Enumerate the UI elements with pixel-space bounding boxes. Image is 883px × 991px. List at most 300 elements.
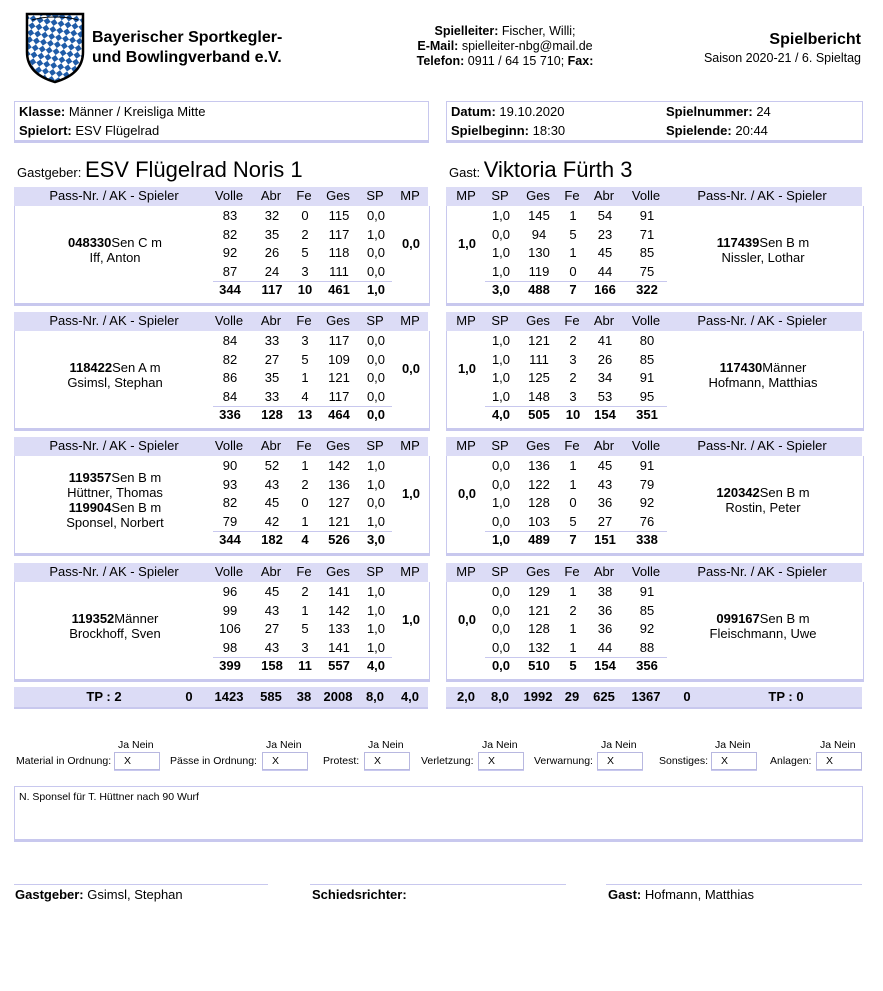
score-cell: 5 [301, 621, 309, 636]
score-cell: 3 [301, 333, 309, 348]
guest-total-volle: 1367 [631, 689, 661, 704]
column-header: Ges [326, 313, 350, 328]
home-team-label: Gastgeber: [17, 165, 82, 180]
home-signature-label: Gastgeber: [15, 887, 84, 902]
score-cell: 2 [569, 370, 577, 385]
column-header: Pass-Nr. / AK - Spieler [697, 188, 827, 203]
score-cell: 76 [639, 513, 655, 529]
column-header: Pass-Nr. / AK - Spieler [49, 313, 179, 328]
guest-signature [608, 887, 754, 902]
right-column-header [446, 563, 862, 582]
score-cell: 0 [301, 208, 309, 223]
home-tp: TP : 2 [86, 689, 122, 704]
column-header: Volle [214, 438, 244, 453]
column-header: MP [400, 438, 420, 453]
score-cell: 141 [328, 639, 350, 655]
column-header: Ges [526, 438, 550, 453]
score-cell: 1,0 [491, 245, 511, 260]
left-score-block [14, 331, 430, 429]
score-cell: 45 [264, 584, 280, 599]
column-header: Volle [631, 564, 661, 579]
mp-cell: 0,0 [401, 361, 421, 376]
score-cell: 1,0 [366, 602, 386, 618]
column-header: Ges [526, 313, 550, 328]
total-cell: 0,0 [491, 658, 511, 673]
total-cell: 0,0 [366, 407, 386, 422]
score-cell: 145 [528, 208, 550, 223]
column-header: Abr [260, 564, 282, 579]
left-score-block [14, 206, 430, 304]
guest-total-ges: 1992 [523, 689, 553, 704]
score-cell: 0,0 [366, 263, 386, 279]
score-cell: 125 [528, 370, 550, 385]
column-header: SP [366, 188, 384, 203]
score-cell: 44 [597, 263, 613, 279]
left-score-block [14, 582, 430, 680]
column-header: Fe [564, 188, 580, 203]
score-cell: 3 [569, 388, 577, 404]
score-cell: 0,0 [491, 602, 511, 618]
telefon-label: Telefon: [416, 54, 465, 68]
guest-total-bar [446, 687, 862, 709]
score-cell: 0,0 [366, 245, 386, 260]
score-cell: 0,0 [491, 584, 511, 599]
spielleiter-label: Spielleiter: [434, 24, 499, 38]
right-score-block [446, 206, 864, 304]
player-pass-number: 119357 [68, 470, 112, 486]
ja-nein-header: Ja Nein [368, 739, 404, 751]
player-name: Hofmann, Matthias [708, 375, 818, 391]
score-cell: 133 [328, 621, 350, 636]
home-total-sp: 8,0 [365, 689, 385, 704]
guest-team-label: Gast: [449, 165, 481, 180]
column-header: Pass-Nr. / AK - Spieler [697, 313, 827, 328]
score-cell: 2 [301, 584, 309, 599]
total-cell: 351 [636, 407, 658, 422]
column-header: Abr [593, 564, 615, 579]
player-name: Brockhoff, Sven [69, 626, 161, 642]
remark-text: N. Sponsel für T. Hüttner nach 90 Wurf [19, 791, 199, 803]
total-cell: 3,0 [491, 282, 511, 297]
player-pass-ak [25, 470, 205, 485]
column-header: Volle [214, 564, 244, 579]
column-header: Fe [564, 438, 580, 453]
score-cell: 23 [597, 226, 613, 242]
checkbox-mark: X [826, 755, 834, 767]
score-cell: 142 [328, 458, 350, 473]
score-cell: 35 [264, 226, 280, 242]
score-cell: 42 [264, 513, 280, 529]
score-cell: 122 [528, 476, 550, 492]
score-cell: 1,0 [491, 208, 511, 223]
score-cell: 0,0 [491, 476, 511, 492]
column-header: MP [456, 313, 476, 328]
player-age-class: Sen B m [759, 485, 810, 501]
score-cell: 80 [639, 333, 655, 348]
column-header: Volle [214, 313, 244, 328]
home-team-heading [17, 157, 303, 183]
player-age-class: Männer [762, 360, 807, 376]
column-header: Ges [526, 564, 550, 579]
total-cell: 3,0 [366, 532, 386, 547]
telefon-value: 0911 / 64 15 710; [467, 54, 565, 68]
bskv-logo [24, 10, 86, 84]
player-name: Iff, Anton [89, 250, 141, 266]
spielende-value: 20:44 [735, 123, 768, 138]
total-cell: 336 [219, 407, 241, 422]
checkbox-mark: X [488, 755, 496, 767]
mp-cell: 0,0 [457, 486, 477, 501]
column-header: Abr [593, 188, 615, 203]
score-cell: 53 [597, 388, 613, 404]
email-label: E-Mail: [417, 39, 459, 53]
home-total-ges: 2008 [323, 689, 353, 704]
column-header: Volle [631, 188, 661, 203]
left-column-header [14, 437, 428, 456]
total-cell: 10 [297, 282, 313, 297]
player-pass-ak [25, 611, 205, 626]
column-header: MP [400, 313, 420, 328]
ja-nein-header: Ja Nein [820, 739, 856, 751]
score-cell: 0,0 [366, 351, 386, 367]
spielnummer-value: 24 [756, 104, 771, 119]
referee-signature [312, 887, 407, 902]
total-cell: 1,0 [491, 532, 511, 547]
score-cell: 91 [639, 208, 655, 223]
total-cell: 4,0 [491, 407, 511, 422]
score-cell: 99 [222, 602, 238, 618]
total-cell: 4 [301, 532, 309, 547]
home-total-volle: 1423 [214, 689, 244, 704]
left-score-block [14, 456, 430, 554]
total-cell: 182 [261, 532, 283, 547]
guest-total-mp: 2,0 [456, 689, 476, 704]
score-cell: 36 [597, 621, 613, 636]
total-cell: 154 [594, 658, 616, 673]
checklist-label: Anlagen: [770, 755, 812, 767]
guest-signature-line [606, 884, 862, 885]
column-header: Pass-Nr. / AK - Spieler [697, 564, 827, 579]
spielbeginn-value: 18:30 [532, 123, 566, 138]
player-age-class: Sen C m [111, 235, 162, 251]
total-cell: 464 [328, 407, 350, 422]
score-cell: 4 [301, 388, 309, 404]
score-cell: 128 [528, 621, 550, 636]
total-cell: 4,0 [366, 658, 386, 673]
right-score-block [446, 582, 864, 680]
total-cell: 461 [328, 282, 350, 297]
column-header: SP [366, 438, 384, 453]
datum-value: 19.10.2020 [499, 104, 565, 119]
score-cell: 1,0 [491, 495, 511, 510]
score-cell: 142 [328, 602, 350, 618]
checklist-label: Protest: [323, 755, 360, 767]
guest-total-sp: 8,0 [490, 689, 510, 704]
left-column-header [14, 187, 428, 206]
column-header: MP [456, 564, 476, 579]
total-cell: 557 [328, 658, 350, 673]
column-header: Pass-Nr. / AK - Spieler [697, 438, 827, 453]
score-cell: 38 [597, 584, 613, 599]
guest-total-fe: 29 [564, 689, 580, 704]
score-cell: 88 [639, 639, 655, 655]
score-cell: 1 [569, 476, 577, 492]
total-cell: 489 [528, 532, 550, 547]
total-cell: 1,0 [366, 282, 386, 297]
score-cell: 3 [301, 639, 309, 655]
total-cell: 338 [636, 532, 658, 547]
total-cell: 11 [298, 658, 312, 673]
score-cell: 111 [529, 351, 549, 367]
column-header: Ges [326, 438, 350, 453]
referee-signature-line [310, 884, 566, 885]
score-cell: 148 [528, 388, 550, 404]
score-cell: 33 [264, 333, 280, 348]
score-cell: 27 [264, 621, 280, 636]
player-name: Sponsel, Norbert [66, 515, 164, 531]
mp-cell: 0,0 [457, 612, 477, 627]
score-cell: 0,0 [366, 495, 386, 510]
column-header: Ges [326, 564, 350, 579]
score-cell: 115 [328, 208, 350, 223]
score-cell: 27 [264, 351, 280, 367]
score-cell: 2 [301, 476, 309, 492]
fax-label: Fax: [567, 54, 594, 68]
total-cell: 10 [565, 407, 581, 422]
mp-cell: 0,0 [401, 236, 421, 251]
score-cell: 109 [328, 351, 350, 367]
right-column-header [446, 437, 862, 456]
score-cell: 1 [569, 208, 577, 223]
checklist-checkbox[interactable] [364, 752, 410, 770]
guest-total-zero: 0 [683, 689, 691, 704]
player-pass-number: 117439 [716, 235, 760, 251]
score-cell: 34 [597, 370, 613, 385]
column-header: Volle [631, 438, 661, 453]
score-cell: 121 [528, 333, 550, 348]
checkbox-mark: X [607, 755, 615, 767]
score-cell: 0,0 [491, 639, 511, 655]
score-cell: 44 [597, 639, 613, 655]
score-cell: 82 [222, 495, 238, 510]
match-info-box [446, 101, 863, 141]
season-label: Saison 2020-21 / 6. Spieltag [703, 51, 861, 65]
checklist-checkbox[interactable] [478, 752, 524, 770]
checklist-checkbox[interactable] [262, 752, 308, 770]
guest-tp: TP : 0 [768, 689, 804, 704]
home-signature-line [14, 884, 268, 885]
score-cell: 1,0 [366, 476, 386, 492]
report-title: Spielbericht [769, 31, 861, 48]
score-cell: 95 [639, 388, 655, 404]
score-cell: 96 [222, 584, 238, 599]
player-pass-ak [673, 611, 853, 626]
column-header: Abr [260, 313, 282, 328]
score-cell: 91 [639, 370, 655, 385]
total-cell: 356 [636, 658, 658, 673]
home-team-name: ESV Flügelrad Noris 1 [84, 157, 303, 182]
column-header: SP [366, 564, 384, 579]
player-age-class: Männer [114, 611, 159, 627]
score-cell: 132 [528, 639, 550, 655]
score-cell: 136 [328, 476, 350, 492]
mp-cell: 1,0 [401, 612, 421, 627]
klasse-value: Männer / Kreisliga Mitte [68, 104, 206, 119]
player-pass-ak [25, 500, 205, 515]
column-header: SP [491, 438, 509, 453]
score-cell: 85 [639, 602, 655, 618]
remarks-box[interactable] [14, 786, 863, 840]
class-info-box [14, 101, 429, 141]
score-cell: 98 [222, 639, 238, 655]
right-column-header [446, 187, 862, 206]
checkbox-mark: X [272, 755, 280, 767]
score-cell: 1,0 [491, 388, 511, 404]
total-cell: 166 [594, 282, 616, 297]
total-cell: 128 [261, 407, 283, 422]
home-total-fe: 38 [296, 689, 312, 704]
score-cell: 33 [264, 388, 280, 404]
column-header: SP [491, 564, 509, 579]
player-age-class: Sen B m [111, 470, 162, 486]
referee-signature-label: Schiedsrichter: [312, 887, 407, 902]
score-cell: 2 [301, 226, 309, 242]
score-cell: 1,0 [366, 639, 386, 655]
total-cell: 13 [297, 407, 313, 422]
score-cell: 127 [328, 495, 350, 510]
column-header: Fe [296, 438, 312, 453]
score-cell: 45 [597, 245, 613, 260]
org-line-2: und Bowlingverband e.V. [92, 49, 282, 66]
score-cell: 71 [639, 226, 655, 242]
right-score-block [446, 331, 864, 429]
checklist-checkbox[interactable] [597, 752, 643, 770]
player-age-class: Sen B m [759, 235, 810, 251]
total-cell: 526 [328, 532, 350, 547]
email-value[interactable]: spielleiter-nbg@mail.de [461, 39, 593, 53]
score-cell: 82 [222, 226, 238, 242]
score-cell: 43 [264, 639, 280, 655]
column-header: Fe [564, 564, 580, 579]
checklist-checkbox[interactable] [711, 752, 757, 770]
score-cell: 5 [569, 513, 577, 529]
score-cell: 111 [329, 263, 349, 279]
score-cell: 1 [569, 584, 577, 599]
column-header: MP [400, 564, 420, 579]
score-cell: 26 [264, 245, 280, 260]
checklist-checkbox[interactable] [114, 752, 160, 770]
score-cell: 1 [569, 621, 577, 636]
score-cell: 2 [569, 602, 577, 618]
mp-cell: 1,0 [457, 236, 477, 251]
score-cell: 1,0 [491, 263, 511, 279]
total-cell: 344 [219, 532, 241, 547]
spielort-label: Spielort: [19, 123, 72, 138]
spielbeginn-label: Spielbeginn: [451, 123, 529, 138]
total-cell: 399 [219, 658, 241, 673]
report-title-block [704, 30, 861, 66]
spielende-label: Spielende: [666, 123, 732, 138]
player-name: Gsimsl, Stephan [67, 375, 163, 391]
score-cell: 3 [569, 351, 577, 367]
home-total-abr: 585 [260, 689, 282, 704]
score-cell: 93 [222, 476, 238, 492]
home-total-bar [14, 687, 428, 709]
column-header: SP [366, 313, 384, 328]
score-cell: 2 [569, 333, 577, 348]
score-cell: 5 [569, 226, 577, 242]
player-pass-number: 099167 [716, 611, 760, 627]
score-cell: 24 [264, 263, 280, 279]
column-header: Volle [214, 188, 244, 203]
score-cell: 1,0 [366, 226, 386, 242]
score-cell: 1 [301, 513, 309, 529]
column-header: MP [400, 188, 420, 203]
total-cell: 510 [528, 658, 550, 673]
spielnummer-label: Spielnummer: [666, 104, 753, 119]
score-cell: 1 [569, 245, 577, 260]
total-cell: 344 [219, 282, 241, 297]
score-cell: 43 [597, 476, 613, 492]
checklist-checkbox[interactable] [816, 752, 862, 770]
score-cell: 79 [222, 513, 238, 529]
column-header: Volle [631, 313, 661, 328]
score-cell: 3 [301, 263, 309, 279]
total-cell: 151 [594, 532, 616, 547]
guest-total-abr: 625 [593, 689, 615, 704]
score-cell: 92 [639, 495, 655, 510]
guest-team-name: Viktoria Fürth 3 [483, 157, 633, 182]
total-cell: 7 [569, 282, 577, 297]
column-header: SP [491, 188, 509, 203]
score-cell: 129 [528, 584, 550, 599]
score-cell: 91 [639, 458, 655, 473]
total-cell: 117 [261, 282, 283, 297]
column-header: Abr [260, 188, 282, 203]
column-header: MP [456, 188, 476, 203]
total-cell: 158 [261, 658, 283, 673]
contact-block [380, 24, 630, 69]
score-cell: 121 [528, 602, 550, 618]
score-cell: 1,0 [366, 513, 386, 529]
checklist-label: Verletzung: [421, 755, 474, 767]
score-cell: 1,0 [491, 333, 511, 348]
score-cell: 86 [222, 370, 238, 385]
score-cell: 1,0 [491, 351, 511, 367]
score-cell: 1 [301, 458, 309, 473]
column-header: Ges [326, 188, 350, 203]
column-header: Fe [296, 564, 312, 579]
left-column-header [14, 312, 428, 331]
score-cell: 92 [222, 245, 238, 260]
player-pass-number: 120342 [716, 485, 760, 501]
score-cell: 1,0 [366, 458, 386, 473]
score-cell: 106 [219, 621, 241, 636]
score-cell: 0,0 [491, 513, 511, 529]
player-name: Rostin, Peter [725, 500, 801, 516]
total-cell: 5 [569, 658, 577, 673]
home-signature-value: Gsimsl, Stephan [87, 887, 183, 902]
score-cell: 41 [597, 333, 613, 348]
checkbox-mark: X [124, 755, 132, 767]
score-cell: 92 [639, 621, 655, 636]
total-cell: 322 [636, 282, 658, 297]
score-cell: 1 [569, 639, 577, 655]
score-cell: 141 [328, 584, 350, 599]
score-cell: 91 [639, 584, 655, 599]
player-pass-ak [25, 360, 205, 375]
home-total-zero: 0 [185, 689, 193, 704]
